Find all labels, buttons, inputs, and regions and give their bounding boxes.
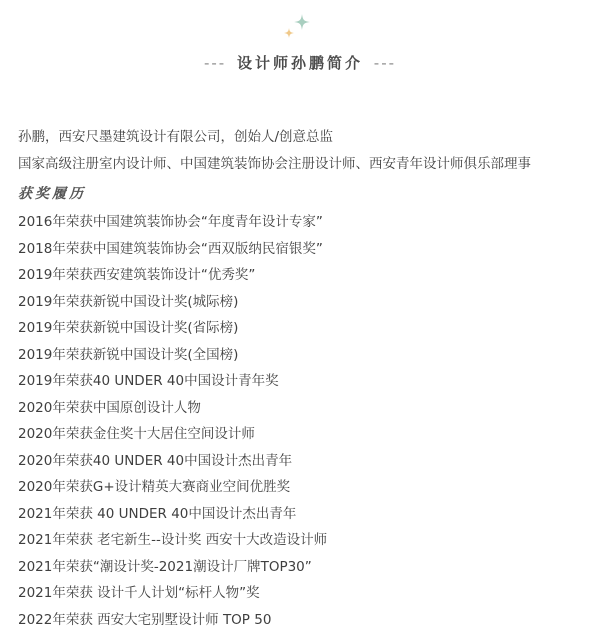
title-dashes-left: ---: [203, 54, 227, 72]
award-item: 2019年荣获新锐中国设计奖(省际榜): [18, 320, 239, 336]
award-item: 2022年荣获 西安大宅别墅设计师 TOP 50: [18, 611, 272, 628]
bio-line-company: 孙鹏，西安尺墨建筑设计有限公司，创始人/创意总监: [18, 129, 334, 145]
award-item: 2021年荣获 40 UNDER 40中国设计杰出青年: [18, 505, 297, 522]
award-item: 2019年荣获新锐中国设计奖(全国榜): [18, 346, 239, 363]
section-title: [0, 52, 600, 73]
award-item: 2019年荣获新锐中国设计奖(城际榜): [18, 293, 239, 310]
sparkle-large-star-icon: [294, 14, 310, 30]
award-item: 2021年荣获 设计千人计划“标杆人物”奖: [18, 585, 260, 601]
award-item: 2019年荣获40 UNDER 40中国设计青年奖: [18, 373, 279, 389]
awards-list: [18, 209, 588, 633]
title-dashes-right: ---: [373, 54, 397, 72]
award-item: 2020年荣获G+设计精英大赛商业空间优胜奖: [18, 479, 291, 495]
award-item: 2018年荣获中国建筑装饰协会“西双版纳民宿银奖”: [18, 240, 323, 257]
award-item: 2021年荣获 老宅新生--设计奖 西安十大改造设计师: [18, 532, 328, 548]
sparkle-icon: [278, 12, 318, 44]
sparkle-small-star-icon: [284, 28, 294, 38]
award-item: 2020年荣获金住奖十大居住空间设计师: [18, 426, 255, 442]
designer-bio: [18, 124, 588, 177]
award-item: 2020年荣获中国原创设计人物: [18, 399, 201, 416]
award-item: 2021年荣获“潮设计奖-2021潮设计厂牌TOP30”: [18, 558, 312, 575]
title-text: 设计师孙鹏简介: [236, 54, 363, 72]
bio-line-titles: 国家高级注册室内设计师、中国建筑装饰协会注册设计师、西安青年设计师俱乐部理事: [18, 155, 531, 172]
awards-heading: 获奖履历: [18, 186, 86, 202]
award-item: 2016年荣获中国建筑装饰协会“年度青年设计专家”: [18, 214, 323, 230]
award-item: 2019年荣获西安建筑装饰设计“优秀奖”: [18, 267, 256, 283]
award-item: 2020年荣获40 UNDER 40中国设计杰出青年: [18, 452, 293, 469]
